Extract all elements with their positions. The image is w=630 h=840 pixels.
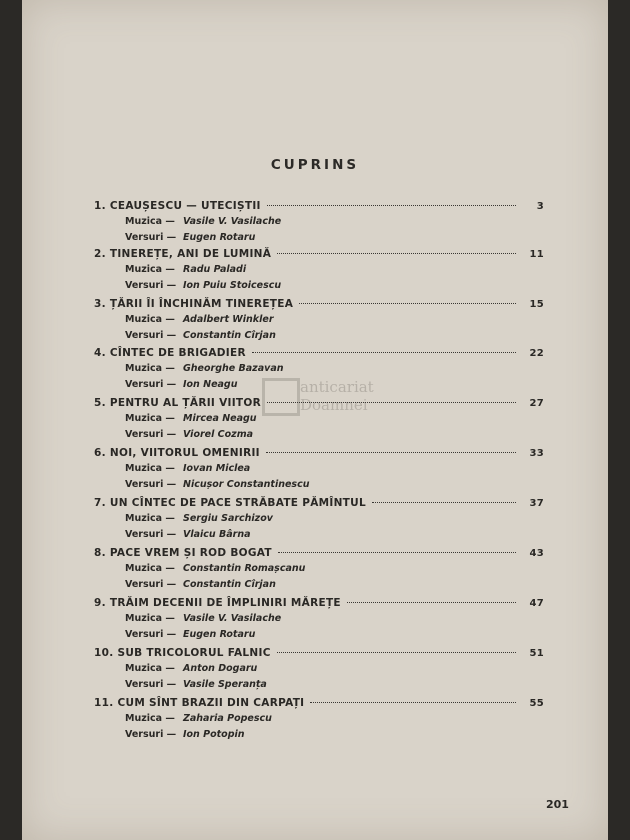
book-page xyxy=(22,0,608,840)
toc-entry-title-line xyxy=(94,597,544,613)
dot-leader xyxy=(310,702,516,703)
toc-entry-page: 47 xyxy=(529,598,544,609)
lyrics-credit: Versuri — Viorel Cozma xyxy=(125,429,253,440)
toc-entry xyxy=(94,497,544,545)
lyrics-credit: Versuri — Constantin Cîrjan xyxy=(125,330,276,341)
music-credit: Muzica — Zaharia Popescu xyxy=(125,713,272,724)
music-credit: Muzica — Mircea Neagu xyxy=(125,413,257,424)
toc-entry xyxy=(94,647,544,695)
music-credit: Muzica — Gheorghe Bazavan xyxy=(125,363,284,374)
lyrics-credit: Versuri — Constantin Cîrjan xyxy=(125,579,276,590)
toc-entry-title-line xyxy=(94,298,544,314)
dot-leader xyxy=(266,452,516,453)
toc-entry-title: 5. PENTRU AL ȚĂRII VIITOR xyxy=(94,397,261,409)
music-credit: Muzica — Vasile V. Vasilache xyxy=(125,613,282,624)
toc-entry-page: 55 xyxy=(529,698,544,709)
dot-leader xyxy=(277,253,516,254)
toc-entry-page: 33 xyxy=(529,448,544,459)
lyrics-credit: Versuri — Nicușor Constantinescu xyxy=(125,479,310,490)
dot-leader xyxy=(267,402,516,403)
toc-entry-page: 11 xyxy=(529,249,544,260)
toc-entry-title-line xyxy=(94,200,544,216)
toc-entry-title-line xyxy=(94,547,544,563)
toc-entry-title: 6. NOI, VIITORUL OMENIRII xyxy=(94,447,260,459)
music-credit: Muzica — Constantin Romașcanu xyxy=(125,563,306,574)
music-credit: Muzica — Sergiu Sarchizov xyxy=(125,513,273,524)
toc-entry-title-line xyxy=(94,248,544,264)
toc-entry-page: 22 xyxy=(529,348,544,359)
dot-leader xyxy=(347,602,516,603)
toc-entry-title: 1. CEAUȘESCU — UTECIȘTII xyxy=(94,200,261,212)
toc-entry-title: 11. CUM SÎNT BRAZII DIN CARPAȚI xyxy=(94,697,305,709)
toc-entry-title: 8. PACE VREM ȘI ROD BOGAT xyxy=(94,547,272,559)
music-credit: Muzica — Anton Dogaru xyxy=(125,663,258,674)
watermark-text: anticariat Doamnei xyxy=(300,378,374,414)
toc-entry-title-line xyxy=(94,697,544,713)
dot-leader xyxy=(278,552,516,553)
lyrics-credit: Versuri — Vlaicu Bârna xyxy=(125,529,251,540)
dot-leader xyxy=(277,652,516,653)
lyrics-credit: Versuri — Eugen Rotaru xyxy=(125,629,256,640)
music-credit: Muzica — Vasile V. Vasilache xyxy=(125,216,282,227)
dot-leader xyxy=(252,352,516,353)
toc-entry xyxy=(94,697,544,745)
lyrics-credit: Versuri — Eugen Rotaru xyxy=(125,232,256,243)
toc-entry-page: 15 xyxy=(529,299,544,310)
lyrics-credit: Versuri — Vasile Speranța xyxy=(125,679,267,690)
toc-entry-page: 37 xyxy=(529,498,544,509)
toc-entry-title-line xyxy=(94,497,544,513)
toc-entry xyxy=(94,347,544,395)
lyrics-credit: Versuri — Ion Neagu xyxy=(125,379,238,390)
toc-entry-title-line xyxy=(94,647,544,663)
music-credit: Muzica — Iovan Miclea xyxy=(125,463,251,474)
toc-entry xyxy=(94,547,544,595)
toc-entry-page: 27 xyxy=(529,398,544,409)
music-credit: Muzica — Radu Paladi xyxy=(125,264,247,275)
page-number: 201 xyxy=(546,798,569,811)
toc-entry-page: 3 xyxy=(536,201,544,212)
toc-entry-title-line xyxy=(94,347,544,363)
toc-entry xyxy=(94,397,544,445)
toc-entry-title: 9. TRĂIM DECENII DE ÎMPLINIRI MĂREȚE xyxy=(94,597,341,609)
toc-entry-title: 4. CÎNTEC DE BRIGADIER xyxy=(94,347,246,359)
dot-leader xyxy=(372,502,516,503)
dot-leader xyxy=(299,303,516,304)
toc-entry-title-line xyxy=(94,447,544,463)
toc-entry-page: 51 xyxy=(529,648,544,659)
dot-leader xyxy=(267,205,516,206)
toc-entry xyxy=(94,447,544,495)
toc-entry-title: 7. UN CÎNTEC DE PACE STRĂBATE PĂMÎNTUL xyxy=(94,497,366,509)
lyrics-credit: Versuri — Ion Potopin xyxy=(125,729,245,740)
toc-entry xyxy=(94,597,544,645)
lyrics-credit: Versuri — Ion Puiu Stoicescu xyxy=(125,280,282,291)
page-title: CUPRINS xyxy=(270,157,360,173)
toc-entry xyxy=(94,200,544,248)
music-credit: Muzica — Adalbert Winkler xyxy=(125,314,274,325)
toc-entry-title: 10. SUB TRICOLORUL FALNIC xyxy=(94,647,271,659)
toc-entry-title-line xyxy=(94,397,544,413)
toc-entry xyxy=(94,298,544,346)
toc-entry xyxy=(94,248,544,296)
toc-entry-title: 3. ȚĂRII ÎI ÎNCHINĂM TINEREȚEA xyxy=(94,298,294,310)
toc-entry-title: 2. TINEREȚE, ANI DE LUMINĂ xyxy=(94,248,272,260)
toc-entry-page: 43 xyxy=(529,548,544,559)
